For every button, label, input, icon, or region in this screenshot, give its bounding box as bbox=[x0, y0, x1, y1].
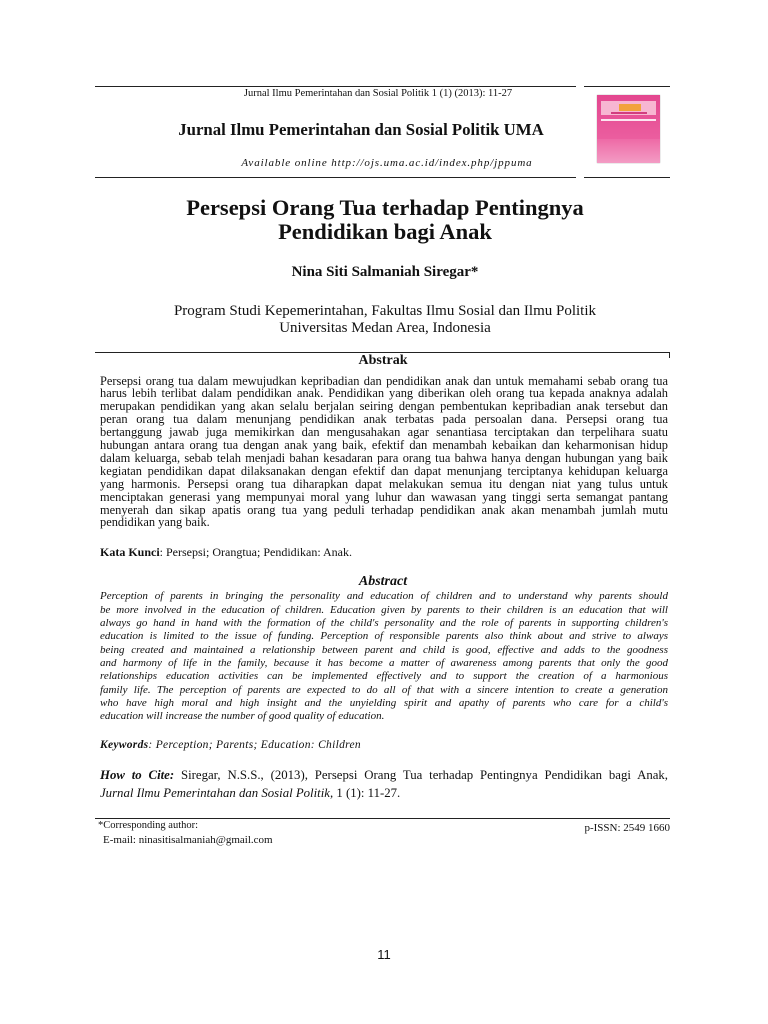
abstract-line: be more involved in the education of children. Education given by parents to their children is an education that will bbox=[100, 603, 668, 616]
affiliation-line: Program Studi Kepemerintahan, Fakultas Ilmu Sosial dan Ilmu Politik bbox=[173, 303, 597, 319]
abstrak-body bbox=[100, 375, 668, 530]
cover-logo bbox=[619, 104, 641, 111]
abstrak-line: yang harmonis. Persepsi orang tua diharapkan dapat melakukan semua itu dengan niat yang tulus untuk bbox=[100, 476, 668, 491]
keywords-value: : Perception; Parents; Education: Children bbox=[148, 739, 361, 751]
citation-volume: 1 (1): 11-27. bbox=[333, 786, 401, 800]
kata-kunci-label: Kata Kunci bbox=[100, 545, 160, 559]
abstrak-line: menciptakan generasi yang mempunyai moral yang luhur dan wawasan yang tinggi serta semangat pantang bbox=[100, 489, 668, 504]
running-head: Jurnal Ilmu Pemerintahan dan Sosial Politik 1 (1) (2013): 11-27 bbox=[243, 88, 513, 99]
abstract-line: Perception of parents in bringing the personality and education of children and to understand why parents should bbox=[100, 590, 668, 603]
abstrak-line: pendidikan yang baik. bbox=[100, 515, 210, 530]
footnote-rule bbox=[95, 818, 670, 819]
how-to-cite-line bbox=[100, 784, 668, 802]
corresponding-author-label: *Corresponding author: bbox=[98, 820, 199, 831]
abstrak-line: kegiatan pendidikan dapat dilaksanakan dengan efektif dan dapat menunjang terciptanya kehidupan keluarga bbox=[100, 463, 668, 478]
abstrak-line: merupakan pendidikan yang akan selalu berjalan seiring dengan pembentukan kepribadian anak tersebut dan bbox=[100, 399, 668, 414]
keywords-label: Keywords bbox=[100, 739, 149, 751]
author-name: Nina Siti Salmaniah Siregar* bbox=[291, 264, 479, 280]
abstract-line: and harmony of life in the family, because it has become a matter of awareness among parents that only the good bbox=[100, 656, 668, 669]
abstrak-line: hubungan antara orang tua dengan anak yang baik, efektif dan menambah kebaikan dan keharmonisan hidup bbox=[100, 438, 668, 453]
abstrak-line: bertanggung jawab juga memikirkan dan mengusahakan agar senantiasa terciptakan dan terpelihara suatu bbox=[100, 425, 668, 440]
citation-journal: Jurnal Ilmu Pemerintahan dan Sosial Politik, bbox=[100, 786, 334, 800]
abstract-line: relationships education activities can be implemented effectively and to support the creation of a harmonious bbox=[100, 670, 668, 683]
header-top-rule-left bbox=[95, 86, 576, 87]
abstract-heading: Abstract bbox=[358, 574, 408, 589]
how-to-cite-label: How to Cite: bbox=[100, 768, 175, 782]
cover-stripe bbox=[601, 119, 656, 121]
available-online-url: Available online http://ojs.uma.ac.id/index.php/jppuma bbox=[241, 157, 533, 169]
abstract-line: education is limited to the issue of funding. Perception of responsible parents also think about and strive to always bbox=[100, 630, 668, 643]
header-bottom-rule-left bbox=[95, 177, 576, 178]
abstrak-heading: Abstrak bbox=[358, 353, 408, 368]
kata-kunci bbox=[100, 545, 668, 559]
abstract-line: education will increase the number of good quality of education. bbox=[100, 710, 385, 723]
cover-subtitle-bar bbox=[611, 112, 647, 114]
author-affiliation bbox=[95, 303, 675, 337]
abstract-line: being created and maintained a relationship between parent and child is good, effective and adds to the goodness bbox=[100, 643, 668, 656]
page-number: 11 bbox=[377, 947, 391, 962]
abstract-line: family life. The perception of parents are expected to do all of that with a sincere intention to create a generation bbox=[100, 683, 668, 696]
abstrak-line: harus lebih terlibat dalam pendidikan anak. Pendidikan yang diberikan oleh orang tua kepada anaknya adalah bbox=[100, 386, 668, 401]
abstract-line: who have high moral and high insight and the unyielding spirit and apathy of parents who care for a child's bbox=[100, 696, 668, 709]
paper-title-line: Pendidikan bagi Anak bbox=[278, 219, 492, 244]
citation-text: Siregar, N.S.S., (2013), Persepsi Orang Tua terhadap Pentingnya Pendidikan bagi Anak, bbox=[174, 768, 669, 782]
how-to-cite-line bbox=[100, 766, 668, 784]
header-bottom-rule-right bbox=[584, 177, 670, 178]
paper-title-line: Persepsi Orang Tua terhadap Pentingnya bbox=[186, 195, 584, 220]
abstract-body bbox=[100, 590, 668, 723]
abstrak-line: dalam keluarga, sebab telah menjadi bahan kesadaran para orang tua bahwa hanya dengan hubungan yang baik bbox=[100, 450, 668, 465]
abstrak-line: Persepsi orang tua dalam mewujudkan kepribadian dan pendidikan anak dan untuk memahami sebab orang tua bbox=[100, 373, 668, 388]
kata-kunci-value: : Persepsi; Orangtua; Pendidikan: Anak. bbox=[159, 545, 352, 559]
issn-number: p-ISSN: 2549 1660 bbox=[584, 822, 670, 834]
how-to-cite bbox=[100, 766, 668, 802]
abstract-line: always go hand in hand with the formation of the child's personality and the role of parents in supporting children's bbox=[100, 616, 668, 629]
journal-name: Jurnal Ilmu Pemerintahan dan Sosial Politik UMA bbox=[178, 120, 544, 139]
journal-cover-image bbox=[597, 95, 660, 163]
abstrak-line: menyerah dan sikap apatis orang tua yang peduli terhadap pendidikan anak akan menambah jumlah mutu bbox=[100, 502, 668, 517]
author-email: E-mail: ninasitisalmaniah@gmail.com bbox=[103, 834, 273, 846]
affiliation-line: Universitas Medan Area, Indonesia bbox=[279, 320, 491, 336]
abstrak-line: peran orang tua dalam menunjang pendidikan anak terbatas pada persoalan dana. Persepsi orang tua bbox=[100, 412, 668, 427]
cover-lower-panel bbox=[597, 139, 660, 163]
keywords bbox=[100, 738, 668, 752]
cover-title-band bbox=[601, 101, 656, 115]
header-top-rule-right bbox=[584, 86, 670, 87]
paper-title bbox=[95, 196, 675, 244]
